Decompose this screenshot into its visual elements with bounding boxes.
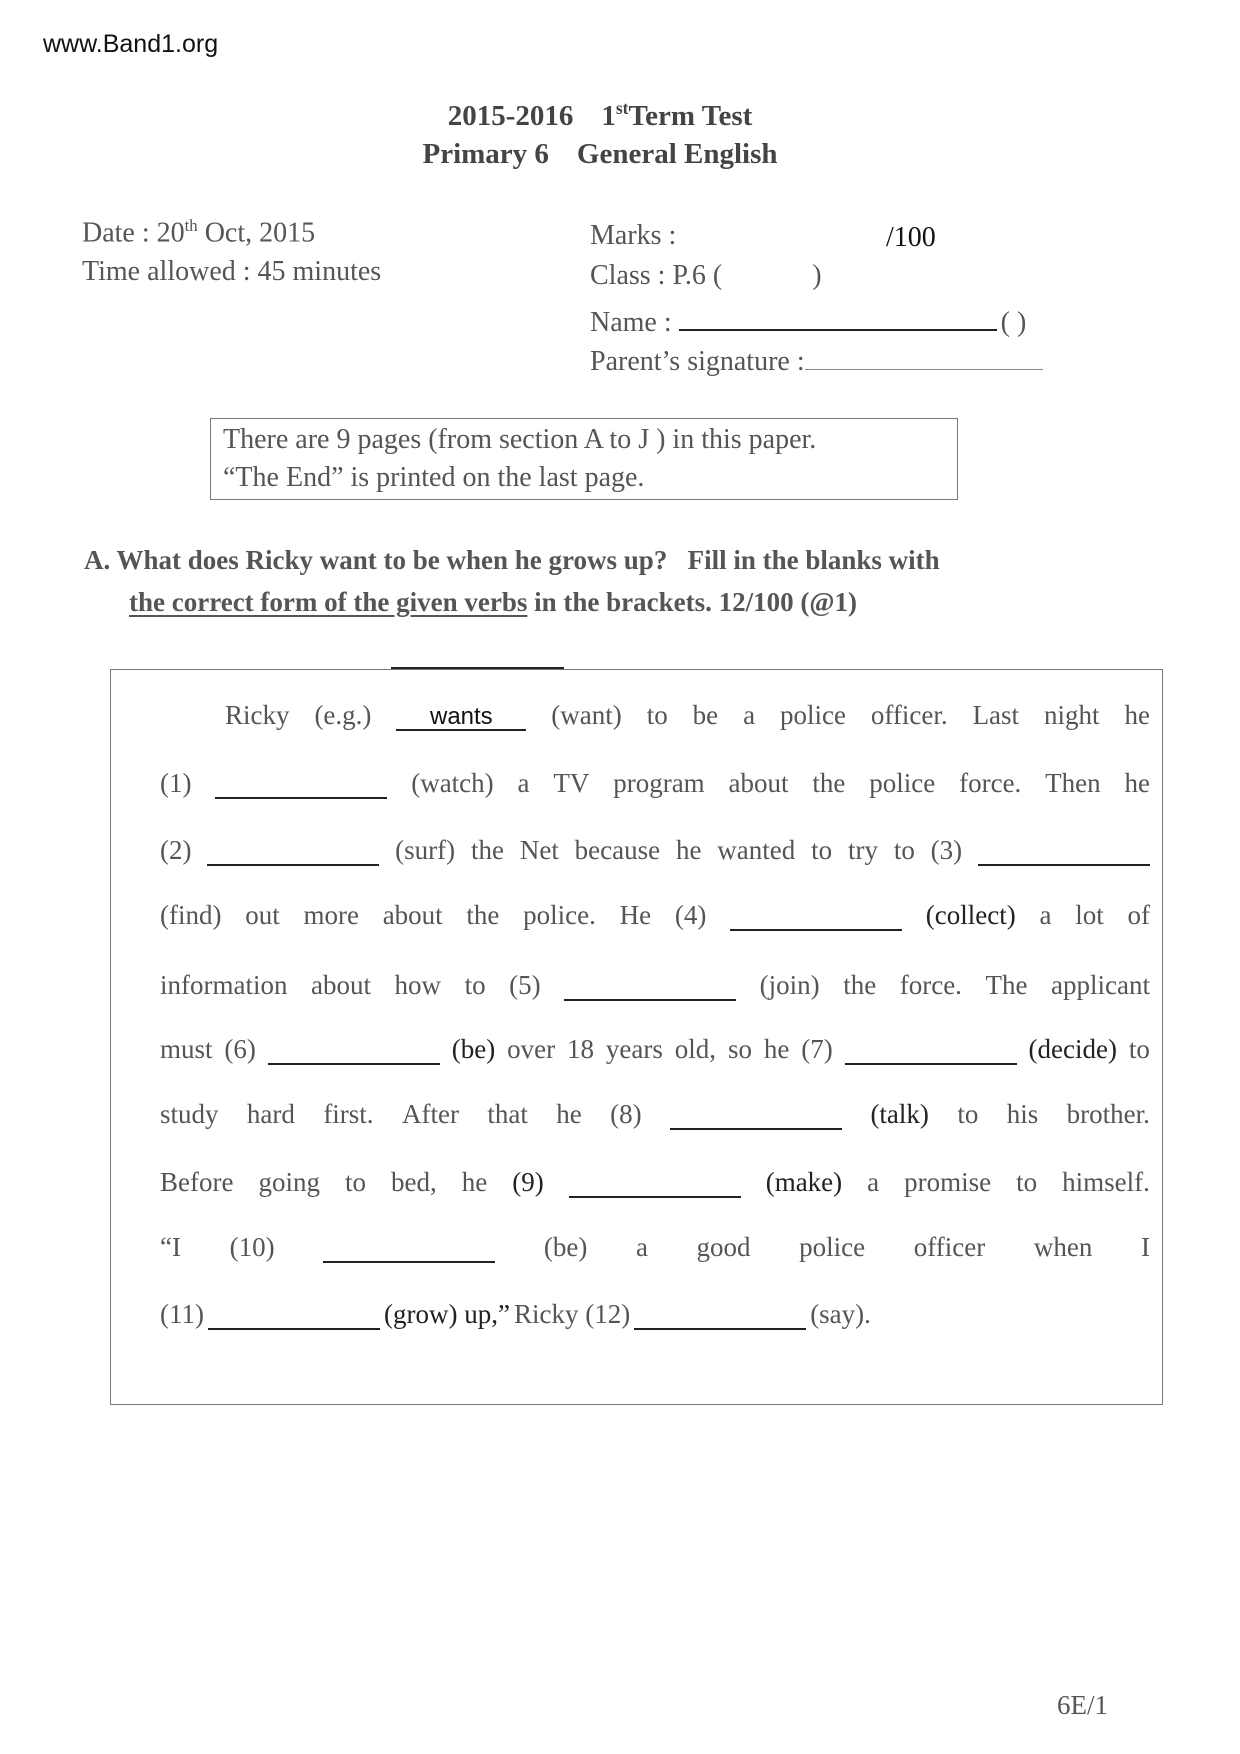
class-label: Class : P.6 ( ) bbox=[590, 260, 822, 291]
passage-word: a bbox=[743, 700, 756, 730]
passage-line bbox=[160, 835, 1150, 866]
passage-word: TV bbox=[553, 768, 590, 798]
answer-blank[interactable] bbox=[215, 771, 387, 799]
passage-word: he bbox=[675, 835, 702, 865]
page-number: 6E/1 bbox=[1057, 1690, 1108, 1720]
answer-blank[interactable] bbox=[564, 973, 736, 1001]
passage-word: that bbox=[487, 1099, 528, 1129]
answer-blank[interactable] bbox=[845, 1037, 1017, 1065]
passage-word: years bbox=[605, 1034, 663, 1064]
passage-word: the bbox=[466, 900, 500, 930]
passage-word: be bbox=[692, 700, 719, 730]
answer-blank[interactable] bbox=[670, 1102, 842, 1130]
notice-line-1: There are 9 pages (from section A to J ) in this paper. bbox=[223, 424, 817, 455]
passage-word: try bbox=[847, 835, 878, 865]
passage-word: (surf) bbox=[395, 835, 456, 865]
name-field[interactable]: Name : ( ) bbox=[590, 301, 1026, 339]
passage-word: force. bbox=[959, 768, 1022, 798]
passage-word: to bbox=[646, 700, 668, 730]
answer-blank[interactable] bbox=[569, 1170, 741, 1198]
passage-word: Ricky (12) bbox=[513, 1299, 631, 1329]
passage-word: his bbox=[1006, 1099, 1039, 1129]
passage-word: (11) bbox=[160, 1299, 204, 1329]
passage-word: to bbox=[1016, 1167, 1038, 1197]
passage-word: the bbox=[843, 970, 877, 1000]
passage-word: to bbox=[811, 835, 833, 865]
answer-blank[interactable] bbox=[208, 1302, 380, 1330]
example-answer: wants bbox=[396, 703, 526, 731]
passage-word: (8) bbox=[610, 1099, 642, 1129]
marks-total: /100 bbox=[886, 222, 936, 253]
passage-word: Last bbox=[972, 700, 1020, 730]
passage-word: old, bbox=[674, 1034, 717, 1064]
passage-word: when bbox=[1033, 1232, 1093, 1262]
passage-word: to bbox=[957, 1099, 979, 1129]
passage-line bbox=[160, 900, 1150, 931]
passage-word: police bbox=[869, 768, 936, 798]
signature-field[interactable]: Parent’s signature : bbox=[590, 343, 1043, 378]
passage-word: himself. bbox=[1062, 1167, 1150, 1197]
passage-word: (5) bbox=[509, 970, 541, 1000]
passage-line bbox=[160, 1299, 1150, 1330]
passage-word: wanted bbox=[717, 835, 796, 865]
passage-word: night bbox=[1044, 700, 1100, 730]
passage-word: police bbox=[799, 1232, 866, 1262]
answer-blank[interactable] bbox=[730, 903, 902, 931]
passage-word: going bbox=[258, 1167, 320, 1197]
passage-word: (talk) bbox=[870, 1099, 929, 1129]
passage-word: I bbox=[1140, 1232, 1150, 1262]
passage-line bbox=[160, 1167, 1150, 1198]
passage-word: of bbox=[1127, 900, 1150, 930]
passage-word: lot bbox=[1075, 900, 1104, 930]
passage-word: he bbox=[1124, 700, 1150, 730]
passage-word: police. bbox=[523, 900, 596, 930]
passage-word: Before bbox=[160, 1167, 234, 1197]
passage-word: (9) bbox=[512, 1167, 544, 1197]
passage-line bbox=[160, 970, 1150, 1001]
answer-blank[interactable] bbox=[268, 1037, 440, 1065]
passage-word: (say). bbox=[810, 1299, 871, 1329]
passage-word: program bbox=[613, 768, 705, 798]
passage-word: about bbox=[311, 970, 372, 1000]
passage-word: good bbox=[696, 1232, 751, 1262]
passage-word: officer bbox=[913, 1232, 986, 1262]
passage-word: to bbox=[893, 835, 915, 865]
passage-word: first. bbox=[323, 1099, 374, 1129]
passage-word: a bbox=[517, 768, 530, 798]
passage-word: (collect) bbox=[925, 900, 1016, 930]
passage-word: force. bbox=[899, 970, 962, 1000]
answer-blank[interactable] bbox=[978, 838, 1150, 866]
passage-word: information bbox=[160, 970, 288, 1000]
passage-word: Then bbox=[1045, 768, 1101, 798]
passage-word: (7) bbox=[801, 1034, 833, 1064]
passage-word: hard bbox=[246, 1099, 295, 1129]
passage-word: how bbox=[394, 970, 442, 1000]
passage-word: (4) bbox=[674, 900, 707, 930]
passage-word: to bbox=[464, 970, 486, 1000]
passage-word: (1) bbox=[160, 768, 192, 798]
passage-word: must bbox=[160, 1034, 213, 1064]
passage-word: a bbox=[635, 1232, 648, 1262]
passage-line bbox=[160, 1099, 1150, 1130]
passage-word: Net bbox=[519, 835, 559, 865]
passage-word: the bbox=[812, 768, 846, 798]
term: 1stTerm Test bbox=[601, 98, 753, 132]
subject: General English bbox=[576, 138, 778, 170]
answer-blank[interactable] bbox=[207, 838, 379, 866]
passage-word: he bbox=[556, 1099, 582, 1129]
answer-blank[interactable] bbox=[323, 1235, 495, 1263]
passage-word: he bbox=[461, 1167, 488, 1197]
passage-word: because bbox=[574, 835, 661, 865]
notice-box bbox=[210, 418, 958, 500]
passage-word: brother. bbox=[1066, 1099, 1150, 1129]
passage-word: (want) bbox=[551, 700, 622, 730]
passage-word: (find) bbox=[160, 900, 222, 930]
passage-word: officer. bbox=[870, 700, 948, 730]
passage-word: (be) bbox=[451, 1034, 496, 1064]
passage-word: a bbox=[867, 1167, 880, 1197]
passage-line bbox=[160, 1232, 1150, 1263]
passage-word: (decide) bbox=[1028, 1034, 1117, 1064]
passage-word: the bbox=[471, 835, 504, 865]
school-year: 2015-2016 bbox=[447, 99, 574, 132]
passage-line bbox=[160, 768, 1150, 799]
time-allowed: Time allowed : 45 minutes bbox=[82, 256, 382, 287]
passage-word: about bbox=[728, 768, 789, 798]
passage-word: (be) bbox=[543, 1232, 588, 1262]
question-a-line-2: the correct form of the given verbs in the brackets. 12/100 (@1) bbox=[129, 587, 857, 617]
passage-word: out bbox=[245, 900, 280, 930]
watermark: www.Band1.org bbox=[43, 30, 219, 58]
passage-word: After bbox=[401, 1099, 459, 1129]
passage-line bbox=[225, 700, 1150, 731]
passage-word: police bbox=[779, 700, 846, 730]
passage-word: to bbox=[344, 1167, 366, 1197]
passage-word: study bbox=[160, 1099, 219, 1129]
passage-word: 18 bbox=[566, 1034, 594, 1064]
passage-word: Ricky bbox=[225, 700, 290, 730]
passage-word: (make) bbox=[765, 1167, 843, 1197]
passage-word: (grow) up,” bbox=[383, 1299, 510, 1329]
passage-word: (10) bbox=[229, 1232, 275, 1262]
passage-word: he bbox=[1124, 768, 1150, 798]
passage-word: The bbox=[985, 970, 1028, 1000]
passage-word: (join) bbox=[759, 970, 820, 1000]
notice-line-2: “The End” is printed on the last page. bbox=[223, 462, 645, 493]
question-a-line-1: A. What does Ricky want to be when he grows up? Fill in the blanks with bbox=[84, 545, 940, 575]
passage-word: (watch) bbox=[411, 768, 494, 798]
passage-word: more bbox=[303, 900, 359, 930]
answer-blank[interactable] bbox=[634, 1302, 806, 1330]
passage-word: (3) bbox=[930, 835, 963, 865]
passage-word: he bbox=[763, 1034, 790, 1064]
passage-word: to bbox=[1128, 1034, 1150, 1064]
passage-word: about bbox=[382, 900, 443, 930]
passage-word: “I bbox=[160, 1232, 181, 1262]
passage-word: applicant bbox=[1050, 970, 1150, 1000]
passage-word: (2) bbox=[160, 835, 192, 865]
passage-word: a bbox=[1039, 900, 1052, 930]
test-title bbox=[0, 98, 1200, 133]
passage-word: He bbox=[619, 900, 652, 930]
passage-word: (e.g.) bbox=[314, 700, 372, 730]
date: Date : 20th Oct, 2015 bbox=[82, 216, 316, 249]
passage-word: (6) bbox=[224, 1034, 256, 1064]
passage-word: over bbox=[507, 1034, 556, 1064]
passage-word: bed, bbox=[391, 1167, 437, 1197]
passage-line bbox=[160, 1034, 1150, 1065]
passage-word: promise bbox=[904, 1167, 992, 1197]
passage-word: so bbox=[727, 1034, 752, 1064]
marks-label: Marks : bbox=[590, 220, 677, 251]
level: Primary 6 bbox=[422, 138, 549, 170]
test-subtitle bbox=[0, 138, 1200, 171]
